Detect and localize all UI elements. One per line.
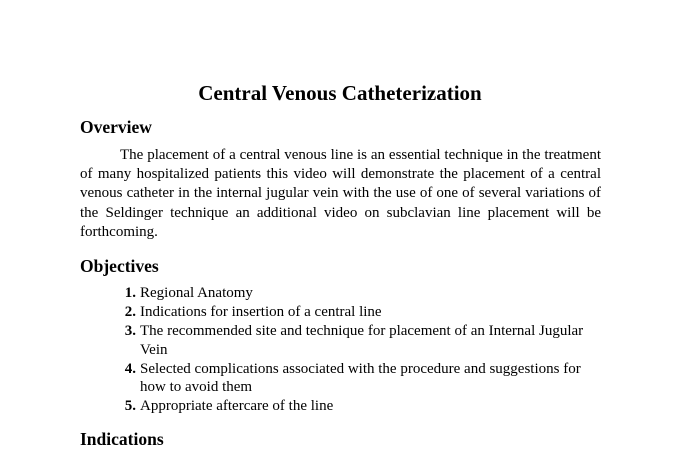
objective-number: 4. — [124, 360, 136, 377]
objectives-list — [116, 284, 606, 416]
objective-item — [116, 322, 606, 359]
objectives-heading: Objectives — [80, 256, 159, 276]
objective-number: 5. — [124, 398, 136, 414]
objective-number: 3. — [124, 323, 136, 339]
objective-item — [116, 303, 606, 322]
overview-paragraph: The placement of a central venous line is an essential technique in the treatment of many hospitalized patients this video will demonstrate the placement of a central venous catheter in the internal jugular vein with the use of one of several variations of the Seldinger technique an additional video on subclavian line placement will be forthcoming. — [80, 147, 601, 240]
document-title: Central Venous Catheterization — [198, 81, 482, 105]
objective-text: Appropriate aftercare of the line — [140, 398, 334, 414]
objective-text: The recommended site and technique for placement of an Internal Jugular Vein — [140, 323, 584, 358]
objective-item — [116, 360, 606, 397]
objective-text: Regional Anatomy — [140, 285, 253, 301]
overview-heading: Overview — [80, 117, 152, 137]
objective-item — [116, 397, 606, 416]
objective-number: 2. — [124, 304, 136, 320]
objective-item — [116, 284, 606, 303]
objective-text: Indications for insertion of a central line — [140, 304, 382, 320]
indications-heading: Indications — [80, 429, 164, 449]
objective-text: Selected complications associated with the procedure and suggestions for how to avoid them — [140, 360, 581, 395]
objective-number: 1. — [124, 285, 136, 301]
